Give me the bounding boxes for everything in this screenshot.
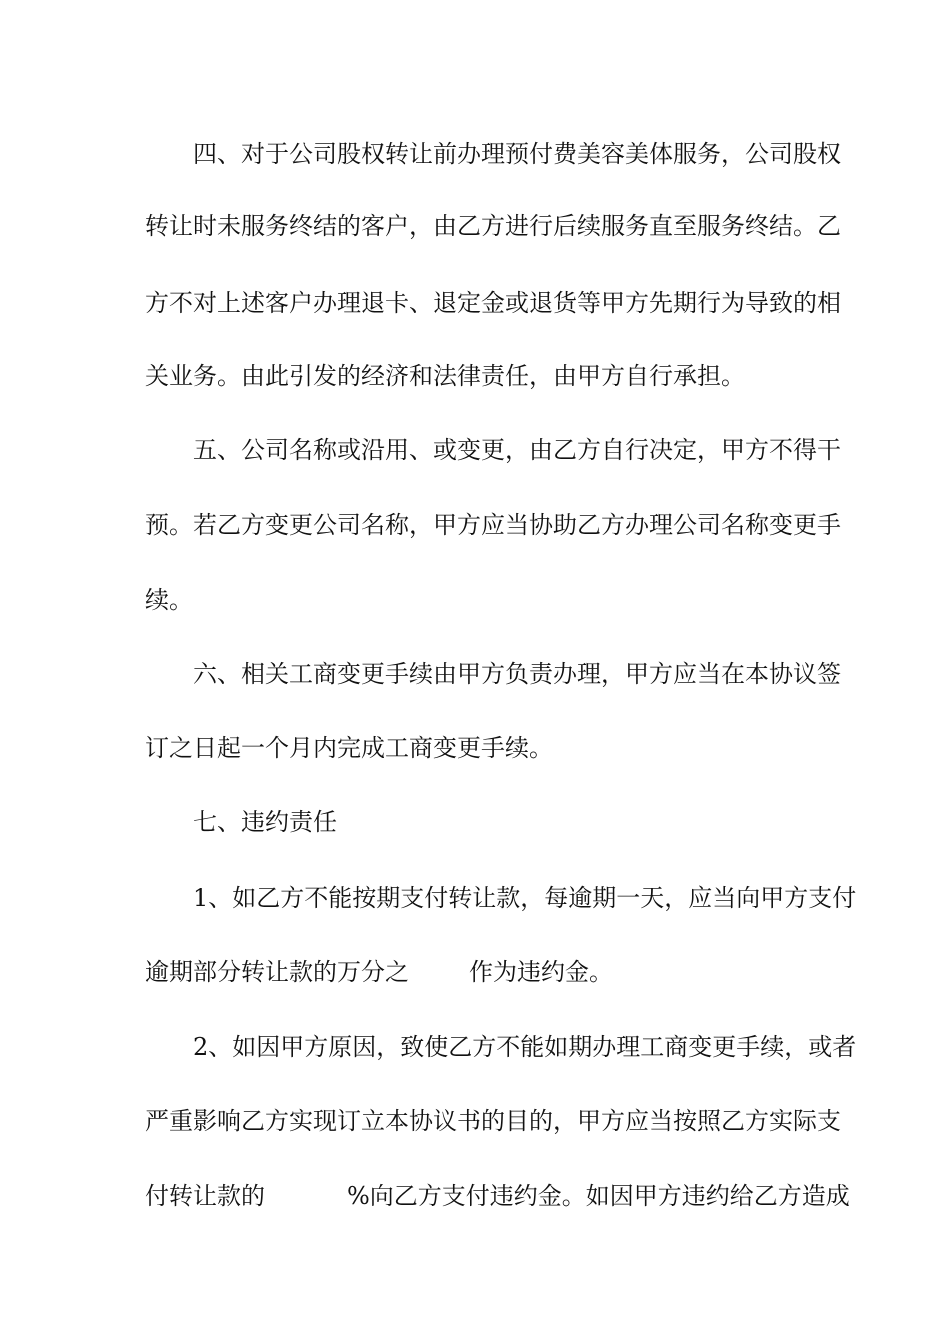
paragraph-6-line-1: 六、相关工商变更手续由甲方负责办理，甲方应当在本协议签 xyxy=(193,660,841,688)
paragraph-4-line-4: 关业务。由此引发的经济和法律责任，由甲方自行承担。 xyxy=(145,362,745,390)
clause-1-text-before-blank: 逾期部分转让款的万分之 xyxy=(145,958,409,986)
paragraph-5-line-3: 续。 xyxy=(145,586,193,614)
paragraph-4-line-3: 方不对上述客户办理退卡、退定金或退货等甲方先期行为导致的相 xyxy=(145,289,841,317)
clause-2-line-3 xyxy=(145,1180,850,1212)
clause-1-text-after-blank: 作为违约金。 xyxy=(469,958,613,986)
clause-2-line-2: 严重影响乙方实现订立本协议书的目的，甲方应当按照乙方实际支 xyxy=(145,1107,841,1135)
clause-2-text-before-blank: 付转让款的 xyxy=(145,1182,265,1210)
clause-2-text-after-blank: %向乙方支付违约金。如因甲方违约给乙方造成 xyxy=(347,1182,850,1210)
clause-1-line-1: 1、如乙方不能按期支付转让款，每逾期一天，应当向甲方支付 xyxy=(193,884,857,912)
section-heading-breach: 七、违约责任 xyxy=(193,808,337,836)
paragraph-4-line-1: 四、对于公司股权转让前办理预付费美容美体服务，公司股权 xyxy=(193,140,841,168)
clause-1-line-2 xyxy=(145,956,815,988)
clause-2-line-1: 2、如因甲方原因，致使乙方不能如期办理工商变更手续，或者 xyxy=(193,1033,857,1061)
paragraph-5-line-2: 预。若乙方变更公司名称，甲方应当协助乙方办理公司名称变更手 xyxy=(145,511,841,539)
paragraph-6-line-2: 订之日起一个月内完成工商变更手续。 xyxy=(145,734,553,762)
paragraph-4-line-2: 转让时未服务终结的客户，由乙方进行后续服务直至服务终结。乙 xyxy=(145,212,841,240)
paragraph-5-line-1: 五、公司名称或沿用、或变更，由乙方自行决定，甲方不得干 xyxy=(193,436,841,464)
